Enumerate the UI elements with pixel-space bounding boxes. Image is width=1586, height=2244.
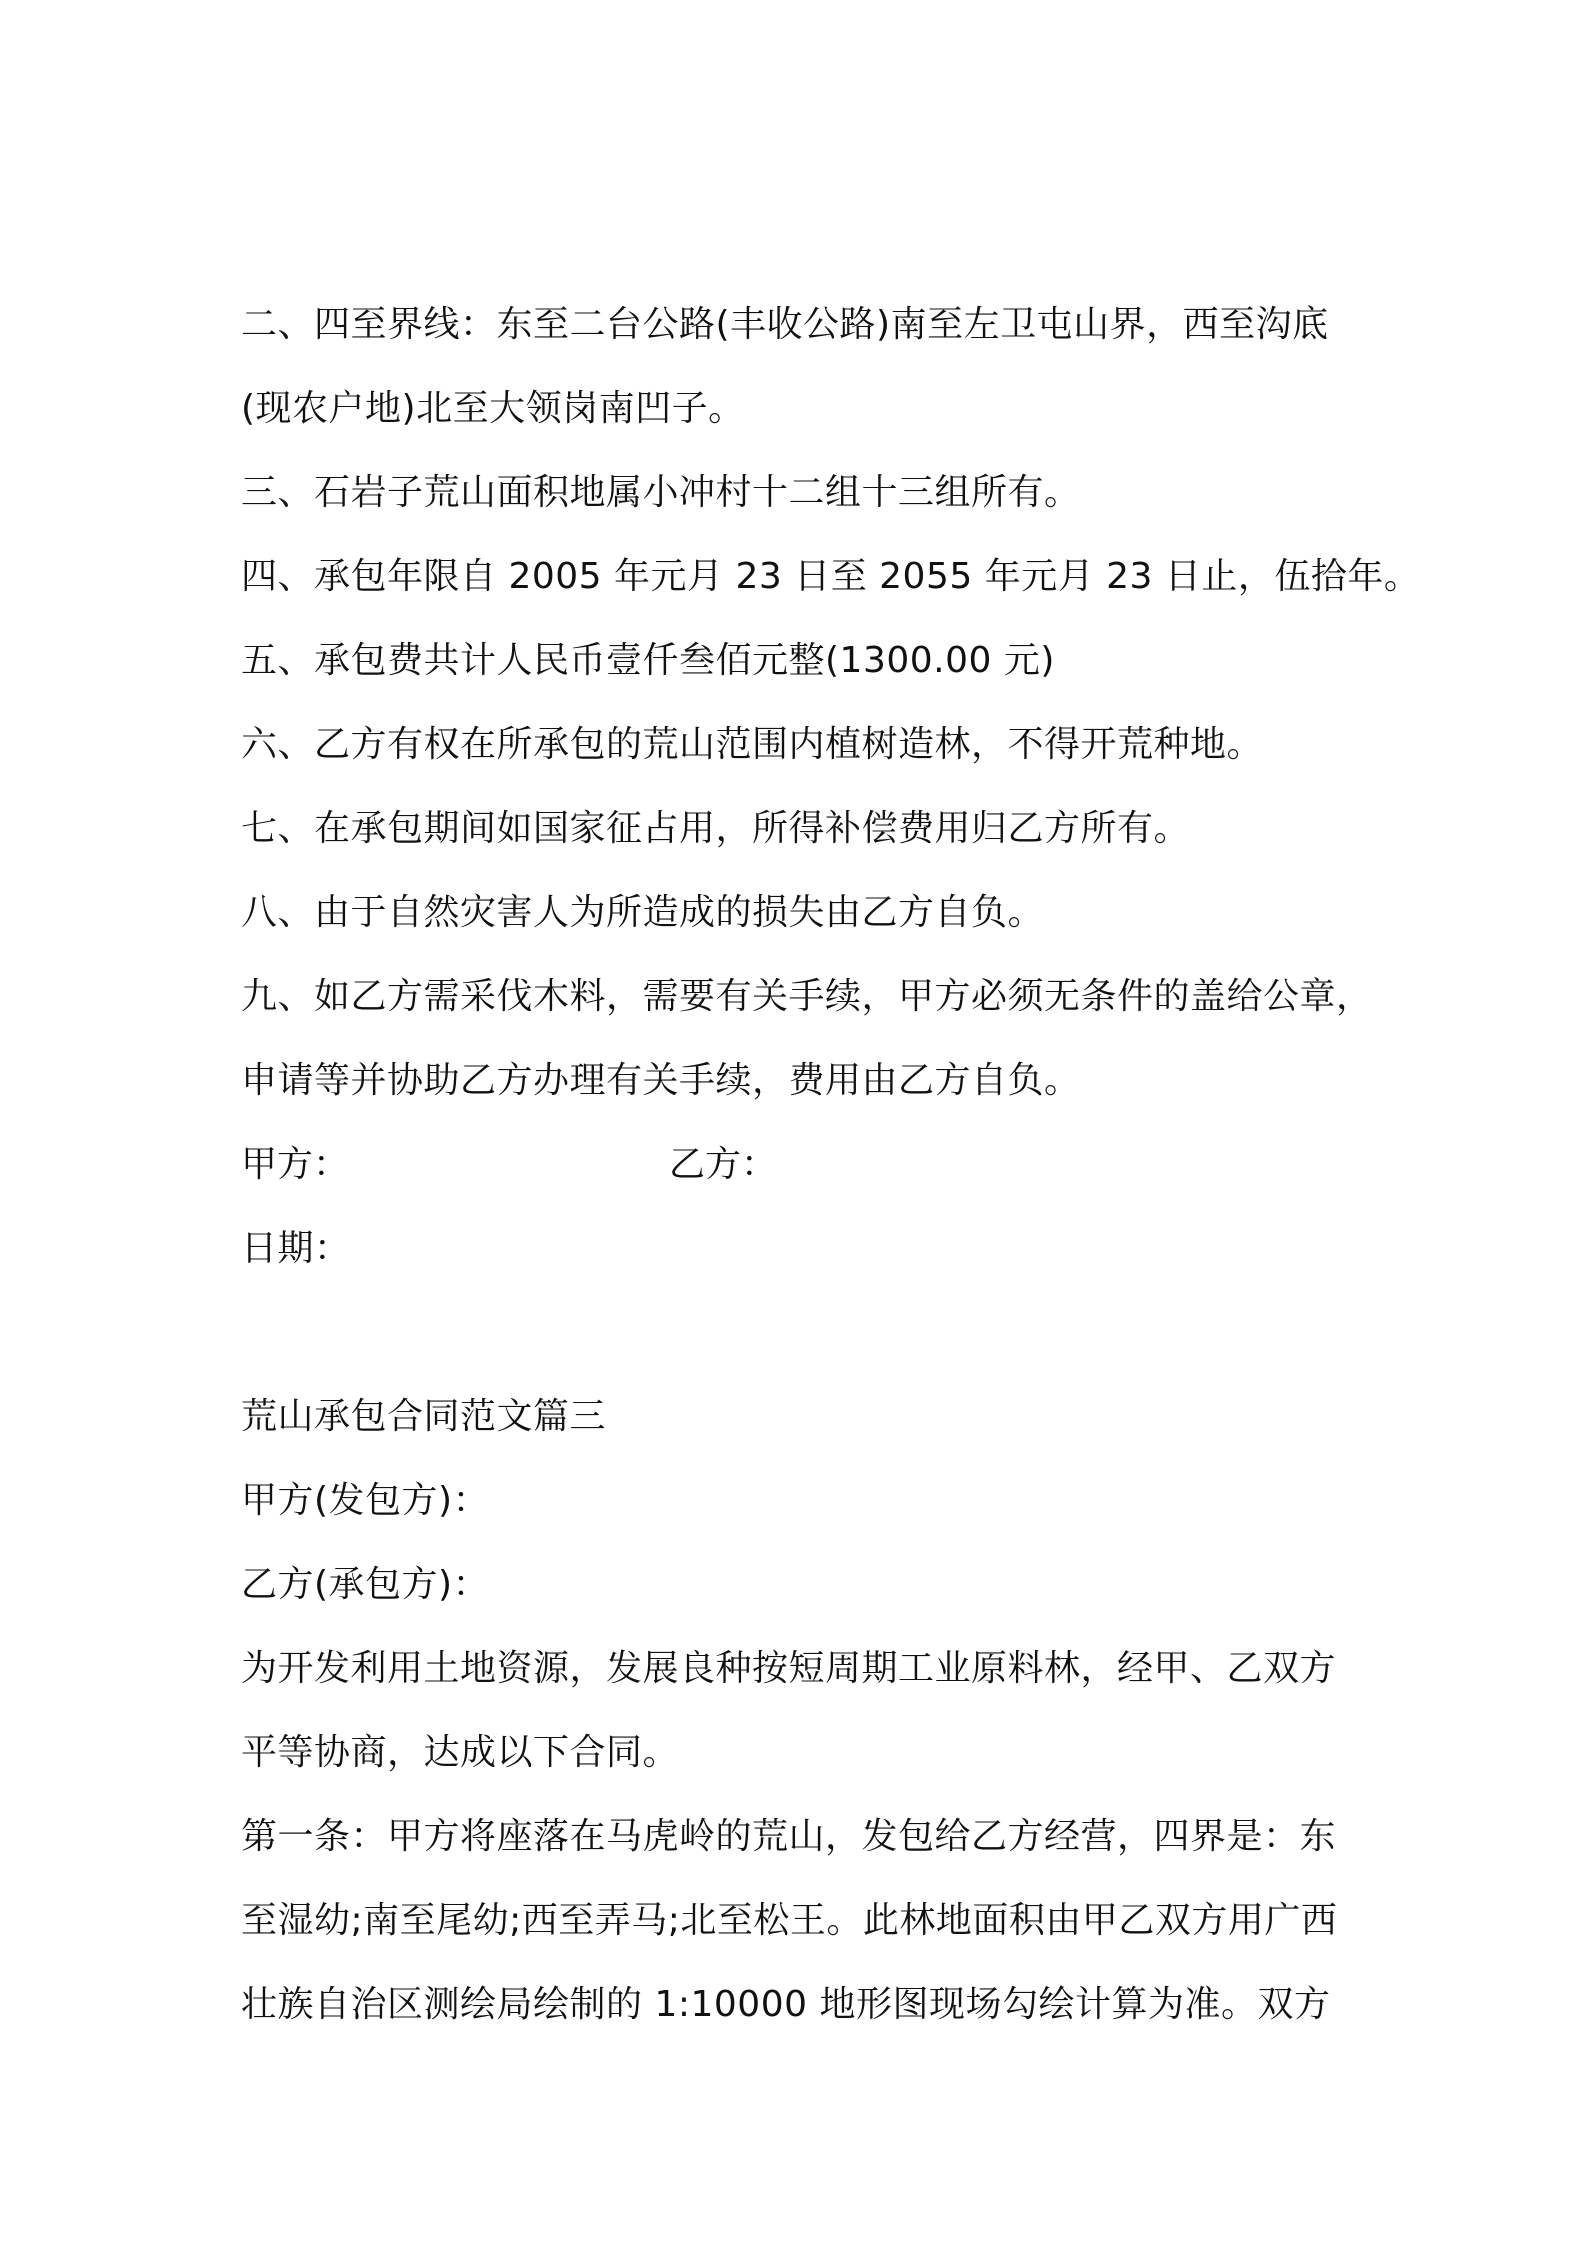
clause-9-line-2: 申请等并协助乙方办理有关手续，费用由乙方自负。: [241, 1060, 1081, 1101]
clause-5: 五、承包费共计人民币壹仟叁佰元整(1300.00 元): [241, 640, 1055, 681]
clause-4: 四、承包年限自 2005 年元月 23 日至 2055 年元月 23 日止，伍拾年。: [241, 556, 1421, 597]
date-label: 日期：: [241, 1228, 351, 1269]
article-1-line-1: 第一条：甲方将座落在马虎岭的荒山，发包给乙方经营，四界是：东: [241, 1816, 1337, 1857]
section-spacer: [241, 1291, 1361, 1375]
clause-2-line-1: 二、四至界线：东至二台公路(丰收公路)南至左卫屯山界，西至沟底: [241, 304, 1329, 345]
section-title: 荒山承包合同范文篇三: [241, 1396, 607, 1437]
preamble-line-2: 平等协商，达成以下合同。: [241, 1732, 680, 1773]
article-1-line-2: 至湿幼;南至尾幼;西至弄马;北至松王。此林地面积由甲乙双方用广西: [241, 1900, 1338, 1941]
article-1-line-3: 壮族自治区测绘局绘制的 1:10000 地形图现场勾绘计算为准。双方: [241, 1984, 1331, 2025]
party-b-label: 乙方：: [669, 1144, 778, 1185]
party-a-label: 甲方：: [241, 1144, 350, 1185]
clause-8: 八、由于自然灾害人为所造成的损失由乙方自负。: [241, 892, 1045, 933]
party-a-issuer: 甲方(发包方)：: [241, 1480, 490, 1521]
clause-3: 三、石岩子荒山面积地属小冲村十二组十三组所有。: [241, 472, 1081, 513]
clause-7: 七、在承包期间如国家征占用，所得补偿费用归乙方所有。: [241, 808, 1191, 849]
clause-6: 六、乙方有权在所承包的荒山范围内植树造林，不得开荒种地。: [241, 724, 1264, 765]
party-b-contractor: 乙方(承包方)：: [241, 1564, 490, 1605]
clause-9-line-1: 九、如乙方需采伐木料，需要有关手续，甲方必须无条件的盖给公章，: [241, 976, 1373, 1017]
signature-row: [241, 1123, 1361, 1207]
document-body: [241, 283, 1421, 2047]
preamble-line-1: 为开发利用土地资源，发展良种按短周期工业原料林，经甲、乙双方: [241, 1648, 1337, 1689]
clause-2-line-2: (现农户地)北至大领岗南凹子。: [241, 388, 745, 429]
